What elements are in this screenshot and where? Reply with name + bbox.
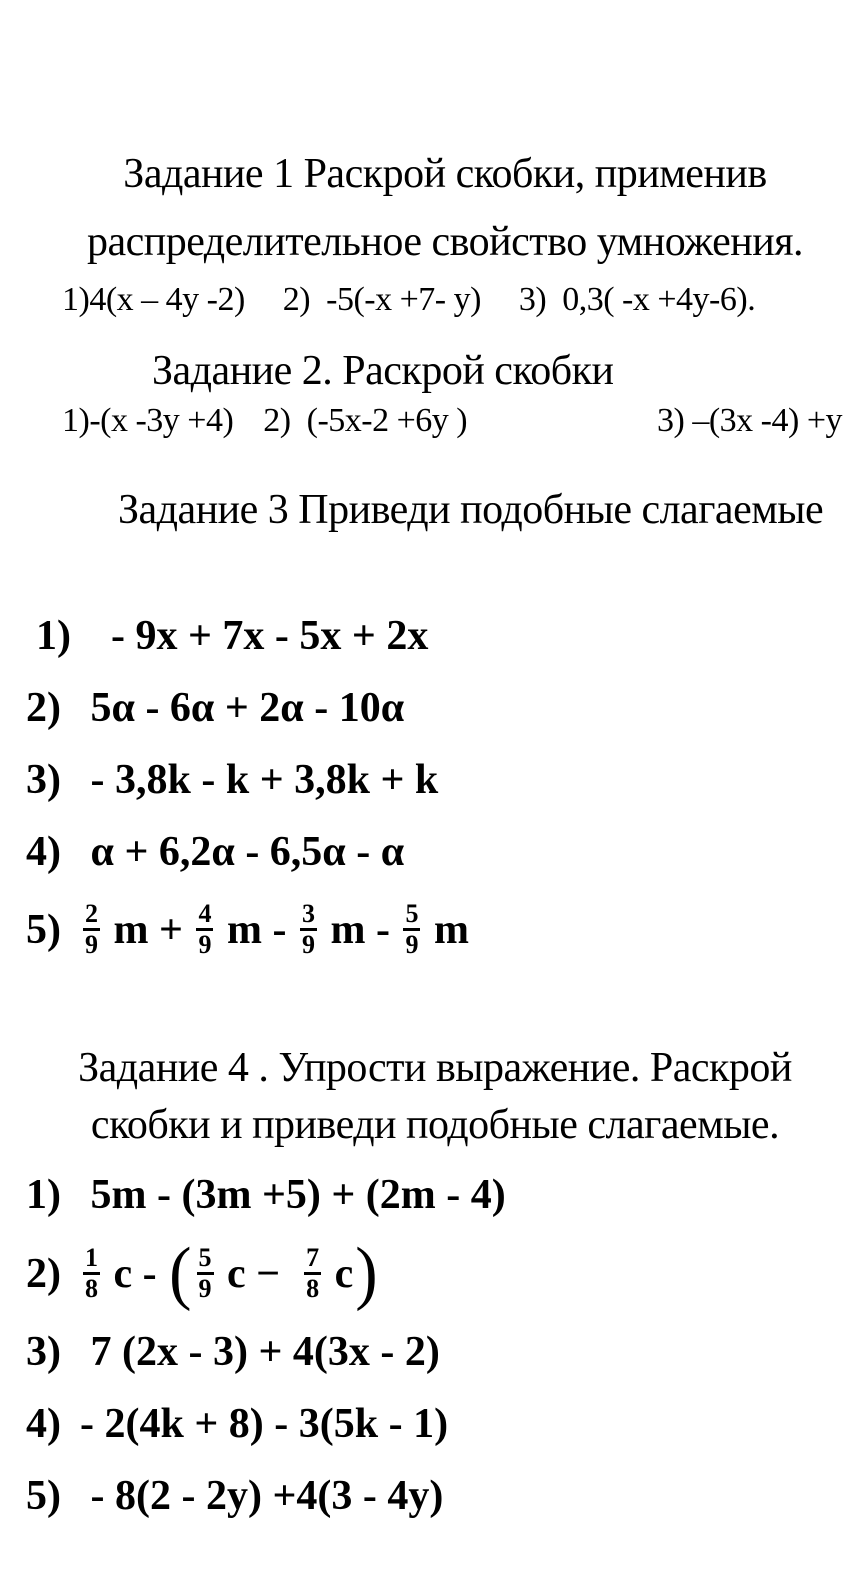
expression-text: c - — [103, 1250, 168, 1297]
expression-text: - 2(4k + 8) - 3(5k - 1) — [80, 1400, 449, 1447]
item-number-label: 2) — [26, 685, 61, 732]
task-2-title — [0, 347, 864, 395]
expression-text: - 3,8k - k + 3,8k + k — [80, 757, 439, 804]
fraction: $\frac{5}{9}$ — [198, 1243, 212, 1304]
task-2-items-row — [0, 401, 864, 442]
task-1-item-2: 2) -5(-x +7- y) — [282, 281, 481, 319]
task-4-item-1 — [26, 1171, 864, 1219]
task-4-item-3 — [26, 1328, 864, 1376]
task-4-title — [40, 1040, 830, 1156]
expression-text: c − — [216, 1250, 302, 1297]
item-number-label: 4) — [26, 829, 61, 876]
task-3-title — [0, 486, 864, 534]
fraction: $\frac{5}{9}$ — [405, 899, 419, 960]
task-4-item-4 — [26, 1400, 864, 1448]
task-4-title-line-1: Задание 4 . Упрости выражение. Раскрой — [78, 1044, 792, 1091]
task-2-item-2: 2) (-5x-2 +6y ) — [263, 402, 468, 440]
item-expression — [80, 1328, 440, 1376]
item-expression — [80, 1472, 443, 1520]
item-number-label: 2) — [26, 1250, 61, 1297]
item-expression — [80, 900, 469, 959]
expression-text: m - — [216, 906, 297, 953]
task-2-title-line-1: Задание 2. Раскрой скобки — [152, 347, 614, 394]
item-expression — [80, 828, 404, 876]
fraction: $\frac{7}{8}$ — [306, 1243, 320, 1304]
task-2-item-1: 1)-(x -3y +4) — [62, 402, 234, 440]
item-number-label: 5) — [26, 906, 61, 953]
task-4-section — [0, 1040, 864, 1520]
task-3-item-2 — [26, 684, 864, 732]
task-3-item-5 — [26, 900, 864, 959]
item-expression — [80, 1400, 448, 1448]
task-1-items-row — [0, 280, 864, 321]
expression-text: m - — [319, 906, 401, 953]
big-parenthesis: ) — [355, 1233, 378, 1313]
task-1-title — [80, 140, 810, 276]
task-4-title-line-2: скобки и приведи подобные слагаемые. — [90, 1102, 780, 1149]
item-number-label: 4) — [26, 1400, 61, 1447]
item-number-label: 3) — [26, 1328, 61, 1375]
item-number-label: 3) — [26, 757, 61, 804]
task-4-item-2 — [26, 1233, 864, 1313]
fraction: $\frac{3}{9}$ — [301, 899, 315, 960]
fraction: $\frac{1}{8}$ — [85, 1243, 99, 1304]
task-1-item-1: 1)4(x – 4y -2) — [62, 281, 245, 319]
item-number-label: 5) — [26, 1472, 61, 1519]
expression-text: c — [324, 1250, 354, 1297]
expression-text: 5m - (3m +5) + (2m - 4) — [80, 1172, 506, 1219]
item-expression — [90, 612, 428, 660]
expression-text: α + 6,2α - 6,5α - α — [80, 829, 405, 876]
task-3-item-3 — [26, 756, 864, 804]
item-expression — [80, 1171, 506, 1219]
task-3-item-4 — [26, 828, 864, 876]
task-3-item-1 — [26, 612, 864, 660]
expression-text: - 9x + 7x - 5x + 2x — [90, 613, 429, 660]
task-3-title-line-1: Задание 3 Приведи подобные слагаемые — [118, 486, 824, 533]
fraction: $\frac{4}{9}$ — [198, 899, 212, 960]
task-1-title-line-1: Задание 1 Раскрой скобки, применив — [123, 151, 767, 197]
item-number-label: 1) — [36, 613, 71, 660]
task-1-title-line-2: распределительное свойство умножения. — [86, 219, 804, 266]
task-3-section — [0, 486, 864, 960]
expression-text: m — [423, 906, 469, 953]
task-4-items-list — [0, 1171, 864, 1519]
big-parenthesis: ( — [169, 1233, 192, 1313]
task-2-section — [0, 347, 864, 442]
task-2-item-3: 3) –(3x -4) +y — [657, 402, 842, 440]
expression-text: 7 (2x - 3) + 4(3x - 2) — [80, 1328, 440, 1375]
expression-text: 5α - 6α + 2α - 10α — [80, 685, 405, 732]
item-number-label: 1) — [26, 1172, 61, 1219]
expression-text: - 8(2 - 2y) +4(3 - 4y) — [80, 1472, 444, 1519]
item-expression — [80, 684, 404, 732]
task-1-item-3: 3) 0,3( -x +4y-6). — [518, 281, 756, 319]
task-4-item-5 — [26, 1472, 864, 1520]
task-1-section — [0, 140, 864, 321]
expression-text: m + — [103, 906, 194, 953]
task-3-items-list — [0, 612, 864, 959]
item-expression — [80, 1233, 380, 1313]
fraction: $\frac{2}{9}$ — [85, 899, 99, 960]
item-expression — [80, 756, 438, 804]
